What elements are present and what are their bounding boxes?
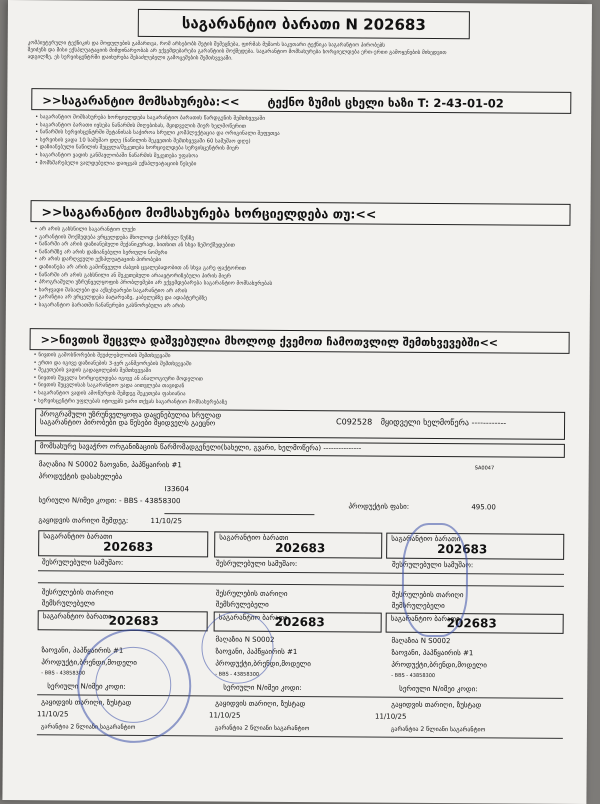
exec-date-label: შესრულების თარიღი xyxy=(215,589,288,598)
card-label: საგარანტიო ბარათი xyxy=(390,614,460,624)
card-number: 202683 xyxy=(103,539,154,555)
card-shop: მაღაზია N S0002 xyxy=(215,635,275,644)
card-date: 11/10/25 xyxy=(208,711,241,720)
card-serial: - BBS - 43858300 xyxy=(215,671,260,678)
list-item: • ერთი და იგივე დაზიანების 3-ჯერ განმეორების შემთხვევაში xyxy=(33,360,563,371)
list-item: • ხარჯვადი მასალები და აქსესუარები საგარანტიო არ არის xyxy=(34,287,564,298)
card-serial-label: სერიული N/იმეი კოდი: xyxy=(399,684,478,694)
signature-label: მყიდველი ხელმოწერა xyxy=(380,417,469,428)
card-top-2 xyxy=(214,531,382,558)
product-value: I33604 xyxy=(164,485,189,494)
card-number: 202683 xyxy=(275,540,326,556)
list-item: • საგარანტიო ბარათი ივსება ნაწარმის მიღებისას, მყიდველის მიერ ხელმოწერით xyxy=(35,122,565,133)
list-item: • ნივთის შეცვლა ხორციელდება იგივე ან ანალოგიური მოდელით xyxy=(33,375,563,386)
intro-line: შეიძენს და მისი ექსპლუატაციის მიმდინარეობას არ ექვემდებარება გარანტიის მოქმედება. საგარანტიო მომსახურება ხორციელდება ერთ-ერთი გამოყენების მიხედვით xyxy=(27,47,447,57)
list-item: • არ არის დარღვეული ექსპლუატაციის პირობები xyxy=(34,257,564,268)
card-address: ზაოვანი, პაპწყაირის #1 xyxy=(41,646,124,655)
card-serial: - BBS - 43858300 xyxy=(391,672,436,679)
work-done-label: შესრულებული სამუშაო: xyxy=(216,559,298,569)
card-number: 202683 xyxy=(274,614,325,630)
serial-label: სერიული N/იმეი კოდი: xyxy=(38,496,117,505)
document-title: საგარანტიო ბარათი N 202683 xyxy=(138,9,470,39)
product-label: პროდუქტის დასახელება xyxy=(38,472,123,481)
serial-row xyxy=(38,496,180,505)
shop-row xyxy=(39,460,182,469)
card-product: პროდუქტი,ბრენდი,მოდელი xyxy=(391,660,487,670)
intro-line: ადგილზე, ეს სერვისცენტრში დაიხურება შესაძლებელი გამოცემების შემთხვევაში. xyxy=(27,54,233,62)
list-item: • საგარანტიო მომსახურება ხორციელდება საგარანტიო ბარათის წარდგენის შემთხვევაში xyxy=(35,114,565,125)
store-code: SA0047 xyxy=(474,465,495,472)
executor-label: შემსრულებელი xyxy=(391,601,445,611)
conditions-header: >>საგარანტიო მომსახურება ხორციელდება თუ:<< xyxy=(30,200,570,226)
card-shop: მაღაზია N S0002 xyxy=(391,636,451,646)
list-item: • ნაწარმზე არ არის დაზიანებული სერიული ნომერი xyxy=(34,249,564,260)
card-serial-label: სერიული N/იმეი კოდი: xyxy=(47,682,126,691)
list-item: • ნივთის გამოსწორების შეუძლებლობის შემთხვევაში xyxy=(33,352,563,363)
service-header xyxy=(31,88,571,114)
executor-label: შემსრულებელი xyxy=(41,599,95,608)
card-number: 202683 xyxy=(446,616,497,631)
card-serial-label: სერიული N/იმეი კოდი: xyxy=(223,683,302,693)
card-product: პროდუქტი,ბრენდი,მოდელი xyxy=(41,658,137,667)
shop-label: მაღაზია N xyxy=(38,460,74,469)
list-item: • ნივთის შეცვლისას საგარანტიო ვადა აითვლება თავიდან xyxy=(33,383,563,394)
card-date: 11/10/25 xyxy=(36,710,69,719)
conditions-bullets xyxy=(34,226,565,313)
card-address: ზაოვანი, პაპწყაირის #1 xyxy=(391,648,474,658)
card-label: საგარანტიო ბარათი xyxy=(219,533,289,542)
stamp-seal xyxy=(201,611,274,684)
card-product: პროდუქტი,ბრენდი,მოდელი xyxy=(215,659,311,669)
card-date-label: გაყიდვის თარიღი, ზუსტად xyxy=(215,699,306,709)
executor-label: შემსრულებელი xyxy=(215,600,269,609)
confirm-line: პროგრამული უზრუნველყოფა დაყენებულია სრულად xyxy=(40,410,222,420)
confirmation-box: პროგრამული უზრუნველყოფა დაყენებულია სრულად საგარანტიო პირობები და წესები მყიდველს გაეცნო C092528 მყიდველი ხელმოწერა ------------ xyxy=(35,408,565,440)
card-label: საგარანტიო ბარათი xyxy=(43,532,113,541)
card-number: 202683 xyxy=(108,613,159,629)
card-warranty: გარანტია 2 წლიანი საგარანტიო xyxy=(40,723,136,731)
list-item: • სერვისის ვადა 10 სამუშაო დღე (ნაწილის შეკვეთის შემთხვევაში 60 სამუშაო დღე) xyxy=(35,137,565,148)
list-item: • საგარანტიო ვადის ამოწურვის შემდეგ შეკეთება ფასიანია xyxy=(33,390,563,401)
return-header: >>ნივთის შეცვლა დაშვებულია მხოლოდ ქვემოთ ჩამოთვლილ შემთხვევებში<< xyxy=(30,328,570,354)
fill-hint: მომსახურე სავაჭრო ორგანიზაციის წარმომადგენელი(სახელი, გვარი, ხელმოწერა) --------------- xyxy=(35,440,565,458)
card-warranty: გარანტია 2 წლიანი საგარანტიო xyxy=(390,725,486,734)
card-number: 202683 xyxy=(437,542,488,557)
return-bullets xyxy=(33,352,563,409)
warranty-sheet xyxy=(2,0,592,804)
price-row xyxy=(348,502,495,511)
list-item: • გარანტიის მოქმედება ვრცელდება მხოლოდ ქარხნულ წუნზე xyxy=(34,234,564,245)
work-done-label: შესრულებული სამუშაო: xyxy=(42,558,124,567)
confirm-line: საგარანტიო პირობები და წესები მყიდველს გაეცნო xyxy=(40,418,216,428)
list-item: • საგარანტიო ბარათში ჩანაწერები გასწორებული არ არის xyxy=(34,302,564,313)
card-date: 11/10/25 xyxy=(374,712,407,721)
list-item: • პროგრამული უზრუნველყოფის პრობლემები არ ექვემდებარება საგარანტიო მომსახურებას xyxy=(34,279,564,290)
shop-value: S0002 ზაოვანი, პაპწყაირის #1 xyxy=(75,460,182,470)
list-item: • ნაწარმი არ არის გახსნილი ან შეკეთებული არაავტორიზებული პირის მიერ xyxy=(34,272,564,283)
date-value: 11/10/25 xyxy=(150,517,183,526)
list-item: • გარანტია არ ვრცელდება ბატარეაზე, კაბელებზე და ადაპტერებზე xyxy=(34,295,564,306)
list-item: • სერვისცენტრი უფლებას იტოვებს უარი თქვას საგარანტიო მომსახურებაზე xyxy=(33,398,563,409)
list-item: • საგარანტიო ვადის განმავლობაში ნაწარმის შეკეთება უფასოა xyxy=(35,152,565,163)
date-row xyxy=(38,516,182,525)
list-item: • დაზიანება არ არის გამოწვეული ძაბვის ცვალებადობით ან სხვა გარე ფაქტორით xyxy=(34,264,564,275)
card-serial: - BBS - 43858300 xyxy=(41,670,86,677)
intro-text xyxy=(28,40,568,65)
list-item: • ნაწარმი არ არის დაზიანებული მექანიკურად, სითხით ან სხვა ზემოქმედებით xyxy=(34,241,564,252)
work-done-label: შესრულებული სამუშაო: xyxy=(392,560,474,570)
stamp-seal xyxy=(402,523,469,637)
card-date-label: გაყიდვის თარიღი, ზუსტად xyxy=(41,698,132,707)
card-warranty: გარანტია 2 წლიანი საგარანტიო xyxy=(214,724,310,733)
exec-date-label: შესრულების თარიღი xyxy=(41,588,114,597)
list-item: • ნაწარმის სერვისცენტრში შეტანისას საჭიროა სრული კომპლექტაცია და ორიგინალი შეფუთვა xyxy=(35,129,565,140)
product-row xyxy=(39,472,123,481)
card-address: ზაოვანი, პაპწყაირის #1 xyxy=(215,647,298,657)
hotline: ტექნო ზუმის ცხელი ხაზი T: 2-43-01-02 xyxy=(267,94,504,111)
service-header-left: >>საგარანტიო მომსახურება:<< xyxy=(42,93,240,109)
date-label: გაყიდვის თარიღი შემდეგ: xyxy=(38,516,129,525)
card-label: საგარანტიო ბარათი xyxy=(218,613,288,622)
list-item: • მომხმარებელი ვალდებულია დაიცვას ექსპლუატაციის წესები xyxy=(35,160,565,171)
card-label: საგარანტიო ბარათი xyxy=(42,612,112,621)
intro-line: კომპიუტერული ტექნიკის და მოდულების გამართვა, რომ არსებობს მეტის შემეცნება, ფირმას მუშაოს საკუთარი ტექნიკა საგარანტიო პირობებს xyxy=(27,40,386,49)
card-label: საგარანტიო ბარათი xyxy=(391,534,461,544)
list-item: • შეკეთების ვადის გადაცილების შემთხვევაში xyxy=(33,367,563,378)
exec-date-label: შესრულების თარიღი xyxy=(391,590,464,600)
stamp-seal-inner xyxy=(95,647,172,724)
service-bullets xyxy=(35,114,565,171)
price-label: პროდუქტის ფასი: xyxy=(348,502,410,511)
card-date-label: გაყიდვის თარიღი, ზუსტად xyxy=(391,700,482,710)
card-top-1 xyxy=(38,530,208,557)
card-bottom-1 xyxy=(38,610,208,631)
serial-value: - BBS - 43858300 xyxy=(119,496,181,506)
list-item: • დაზიანებული ნაწილის შეცვლა/შეკეთება ხორციელდება სერვისცენტრის მიერ xyxy=(35,145,565,156)
code-label: C092528 xyxy=(336,417,373,427)
price-value: 495.00 xyxy=(471,503,496,512)
list-item: • არ არის გახსნილი საგარანტიო ლუქი xyxy=(34,226,564,237)
